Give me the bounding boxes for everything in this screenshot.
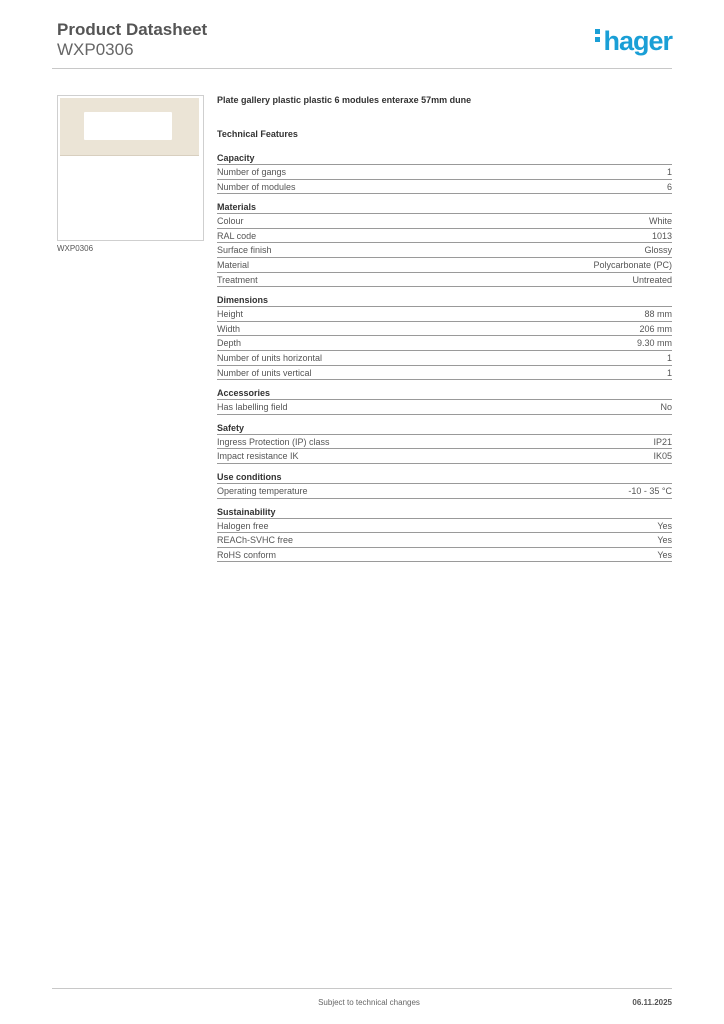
spec-row <box>217 258 672 273</box>
spec-section <box>217 201 672 287</box>
spec-row <box>217 243 672 258</box>
section-title: Use conditions <box>217 471 672 484</box>
spec-value: IK05 <box>653 451 672 462</box>
spec-label: Surface finish <box>217 245 272 256</box>
logo-text: hager <box>603 26 672 56</box>
spec-row <box>217 449 672 464</box>
product-image-frame <box>57 95 204 241</box>
spec-label: Halogen free <box>217 520 269 531</box>
spec-value: Glossy <box>644 245 672 256</box>
spec-value: Yes <box>657 535 672 546</box>
spec-label: REACh-SVHC free <box>217 535 294 546</box>
section-title: Dimensions <box>217 294 672 307</box>
footer-note: Subject to technical changes <box>318 998 420 1007</box>
spec-value: 1 <box>666 367 672 378</box>
plate-opening <box>84 112 172 140</box>
specifications <box>217 95 672 569</box>
spec-row <box>217 351 672 366</box>
spec-label: Material <box>217 259 250 270</box>
spec-value: 6 <box>666 181 672 192</box>
spec-section <box>217 471 672 499</box>
spec-value: White <box>648 216 672 227</box>
spec-value: 88 mm <box>644 309 672 320</box>
spec-section <box>217 422 672 464</box>
spec-value: Yes <box>657 520 672 531</box>
spec-row <box>217 366 672 381</box>
spec-row <box>217 336 672 351</box>
spec-label: RoHS conform <box>217 549 277 560</box>
spec-section <box>217 294 672 380</box>
section-title: Capacity <box>217 152 672 165</box>
spec-value: Polycarbonate (PC) <box>593 259 672 270</box>
spec-label: Width <box>217 323 241 334</box>
spec-sections <box>217 152 672 562</box>
spec-value: No <box>660 402 672 413</box>
spec-value: 1 <box>666 167 672 177</box>
spec-row <box>217 180 672 195</box>
spec-label: Number of units vertical <box>217 367 312 378</box>
spec-label: Height <box>217 309 244 320</box>
spec-row <box>217 435 672 450</box>
header-divider <box>52 68 672 69</box>
spec-label: RAL code <box>217 230 257 241</box>
spec-label: Number of units horizontal <box>217 352 323 363</box>
spec-section <box>217 387 672 415</box>
spec-row <box>217 400 672 415</box>
spec-value: 9.30 mm <box>636 338 672 349</box>
spec-section <box>217 152 672 194</box>
spec-row <box>217 165 672 180</box>
spec-value: 206 mm <box>639 323 672 334</box>
section-title: Sustainability <box>217 506 672 519</box>
spec-row <box>217 519 672 534</box>
spec-value: Yes <box>657 549 672 560</box>
spec-label: Has labelling field <box>217 402 288 413</box>
spec-row <box>217 214 672 229</box>
spec-label: Depth <box>217 338 242 349</box>
section-title: Accessories <box>217 387 672 400</box>
hager-logo <box>595 26 672 57</box>
spec-label: Treatment <box>217 274 258 285</box>
spec-value: IP21 <box>653 436 672 447</box>
spec-label: Operating temperature <box>217 485 308 496</box>
spec-label: Ingress Protection (IP) class <box>217 436 330 447</box>
spec-label: Number of gangs <box>217 167 287 177</box>
technical-features-heading: Technical Features <box>217 129 298 139</box>
spec-value: 1 <box>666 352 672 363</box>
section-title: Safety <box>217 422 672 435</box>
spec-row <box>217 273 672 288</box>
spec-row <box>217 229 672 244</box>
product-title: Plate gallery plastic plastic 6 modules enteraxe 57mm dune <box>217 95 472 105</box>
spec-section <box>217 506 672 563</box>
spec-label: Impact resistance IK <box>217 451 299 462</box>
spec-row <box>217 548 672 563</box>
section-title: Materials <box>217 201 672 214</box>
spec-label: Number of modules <box>217 181 296 192</box>
spec-row <box>217 307 672 322</box>
spec-row <box>217 484 672 499</box>
spec-label: Colour <box>217 216 244 227</box>
spec-value: 1013 <box>651 230 672 241</box>
product-image-caption: WXP0306 <box>57 244 94 253</box>
spec-value: -10 - 35 °C <box>628 485 672 496</box>
product-code: WXP0306 <box>57 40 134 59</box>
spec-row <box>217 322 672 337</box>
product-plate-image <box>60 98 199 156</box>
footer-date: 06.11.2025 <box>632 998 672 1007</box>
document-title: Product Datasheet <box>57 20 208 39</box>
logo-dots-icon <box>595 26 601 45</box>
spec-value: Untreated <box>632 274 672 285</box>
spec-row <box>217 533 672 548</box>
document-header <box>57 20 207 60</box>
footer-divider <box>52 988 672 989</box>
